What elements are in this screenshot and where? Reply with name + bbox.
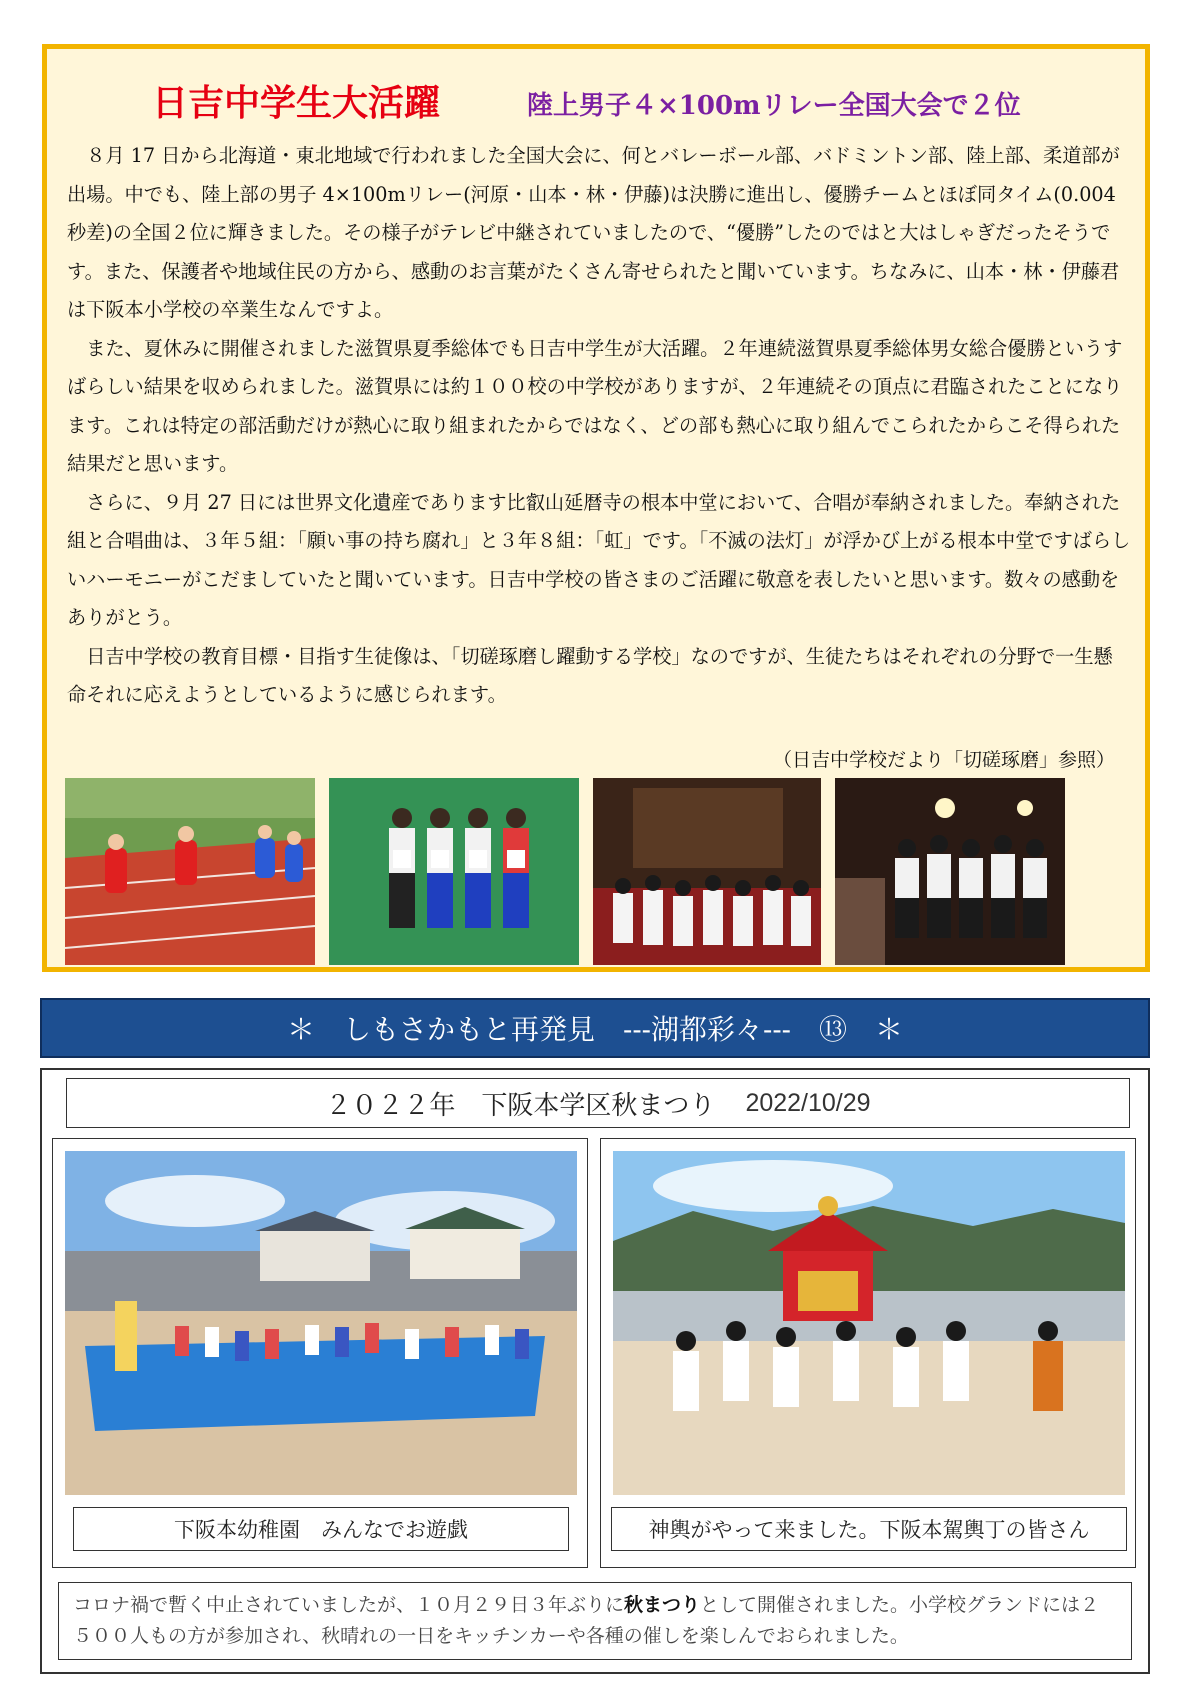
article-paragraph: さらに、９月 27 日には世界文化遺産であります比叡山延暦寺の根本中堂において、合唱が奉納されました。奉納された組と合唱曲は、３年５組：「願い事の持ち腐れ」と３年８組：「虹」です。「不滅の法灯」が浮かび上がる根本中堂ですばらしいハーモニーがこだましていたと聞いています。日吉中学校の皆さまのご活躍に敬意を表したいと思います。数々の感動をありがとう。 [67, 490, 1131, 629]
article-paragraph: ８月 17 日から北海道・東北地域で行われました全国大会に、何とバレーボール部、バドミントン部、陸上部、柔道部が出場。中でも、陸上部の男子 4×100mリレー(河原・山本・林・伊藤)は決勝に進出し、優勝チームとほぼ同タイム(0.004 秒差)の全国２位に輝きました。その様子がテレビ中継されていましたので、“優勝”したのではと大はしゃぎだったそうです。また、保護者や地域住民の方から、感動のお言葉がたくさん寄せられたと聞いています。ちなみに、山本・林・伊藤君は下阪本小学校の卒業生なんですよ。 [67, 144, 1120, 321]
section-banner: ＊ しもさかもと再発見 ---湖都彩々--- ⑬ ＊ [40, 998, 1150, 1058]
festival-title: ２０２２年 下阪本学区秋まつり [325, 1089, 716, 1120]
article-paragraph: また、夏休みに開催されました滋賀県夏季総体でも日吉中学生が大活躍。２年連続滋賀県夏季総体男女総合優勝というすばらしい結果を収められました。滋賀県には約１００校の中学校がありますが、２年連続その頂点に君臨されたことになります。これは特定の部活動だけが熱心に取り組まれたからではなく、どの部も熱心に取り組んでこられたからこそ得られた結果だと思います。 [67, 336, 1123, 475]
kindergarten-caption: 下阪本幼稚園 みんなでお遊戯 [73, 1507, 569, 1551]
article-box [42, 44, 1150, 972]
kindergarten-dance-photo [65, 1151, 577, 1495]
article-headline [47, 75, 1145, 127]
mikoshi-panel [600, 1138, 1136, 1568]
choir-stage-photo [835, 778, 1065, 965]
festival-note-text: として開催されました。小学校グランドには２５００人もの方が参加され、秋晴れの一日をキッチンカーや各種の催しを楽しんでおられました。 [73, 1595, 1100, 1647]
article-paragraph: 日吉中学校の教育目標・目指す生徒像は、「切磋琢磨し躍動する学校」なのですが、生徒たちはそれぞれの分野で一生懸命それに応えようとしているように感じられます。 [67, 644, 1113, 706]
mikoshi-caption: 神輿がやって来ました。下阪本駕輿丁の皆さん [611, 1507, 1127, 1551]
mikoshi-parade-photo [613, 1151, 1125, 1495]
article-title: 日吉中学生大活躍 [152, 82, 441, 124]
article-source: （日吉中学校だより「切磋琢磨」参照） [772, 749, 1115, 771]
festival-title-box [66, 1078, 1130, 1128]
festival-note [58, 1582, 1132, 1660]
article-body [67, 137, 1131, 715]
temple-choir-photo [593, 778, 821, 965]
medalists-photo [329, 778, 579, 965]
relay-race-photo [65, 778, 315, 965]
festival-note-text: コロナ禍で暫く中止されていましたが、１０月２９日３年ぶりに [73, 1595, 625, 1616]
festival-note-highlight: 秋まつり [624, 1595, 701, 1616]
festival-date: 2022/10/29 [745, 1088, 871, 1117]
kindergarten-panel [52, 1138, 588, 1568]
festival-section [40, 1068, 1150, 1674]
article-subtitle: 陸上男子４×100mリレー全国大会で２位 [527, 91, 1021, 121]
